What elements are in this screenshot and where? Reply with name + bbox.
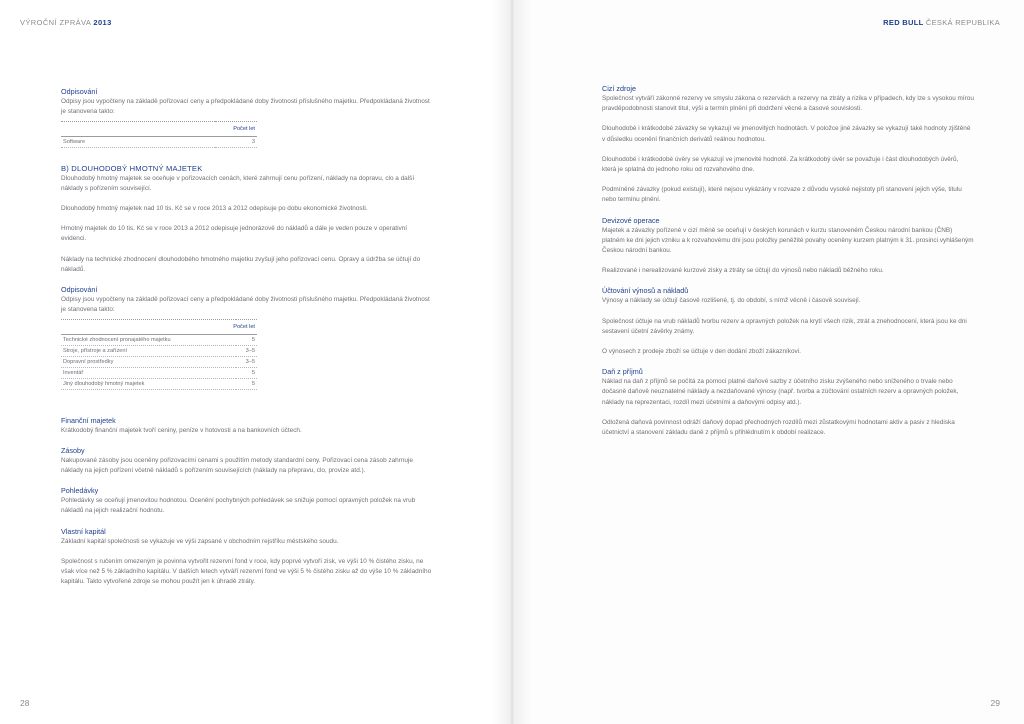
depreciation-table bbox=[61, 319, 257, 389]
report-title: VÝROČNÍ ZPRÁVA bbox=[20, 18, 91, 27]
left-column bbox=[61, 87, 433, 587]
paragraph: Realizované i nerealizované kurzové zisky a ztráty se účtují do výnosů nebo nákladů běžného roku. bbox=[602, 267, 884, 275]
paragraph: Společnost vytváří zákonné rezervy ve smyslu zákona o rezervách a rezervy na ztráty a rizika v případech, kdy lze s vysokou mírou pravděpodobnosti stanovit titul, výši a termín plnění při dodržení věcné a časové souvislosti. bbox=[602, 95, 974, 113]
section-title: Odpisování bbox=[61, 87, 98, 96]
table-cell-label: Stroje, přístroje a zařízení bbox=[61, 345, 236, 356]
table-cell-label: Software bbox=[61, 136, 215, 147]
paragraph: Dlouhodobé i krátkodobé úvěry se vykazují ve jmenovité hodnotě. Za krátkodobý úvěr se považuje i část dlouhodobých úvěrů, která je splatná do jednoho roku od rozvahového dne. bbox=[602, 155, 959, 174]
table-cell-value: 5 bbox=[236, 334, 257, 345]
right-page bbox=[512, 0, 1024, 724]
table-cell-value: 5 bbox=[236, 367, 257, 378]
paragraph: Dlouhodobý hmotný majetek nad 10 tis. Kč se v roce 2013 a 2012 odepisuje po dobu ekonomické životnosti. bbox=[61, 205, 368, 213]
paragraph: Podmíněné závazky (pokud existují), které nejsou vykázány v rozvaze z důvodu vysoké nejistoty při stanovení jejich výše, titulu nebo termínu plnění. bbox=[602, 186, 962, 204]
paragraph: Nakupované zásoby jsou oceněny pořizovacími cenami s použitím metody standardní ceny. Pořizovací cena zásob zahrnuje náklady na jejich pořízení včetně nákladů s pořízením souvisejících (náklady na přepravu, clo, provize atd.). bbox=[61, 456, 413, 475]
report-year: 2013 bbox=[93, 18, 112, 27]
paragraph: Společnost účtuje na vrub nákladů tvorbu rezerv a opravných položek na krytí všech rizik, ztrát a znehodnocení, která jsou ke dni sestavení účetní závěrky známy. bbox=[602, 317, 967, 335]
section-title: Odpisování bbox=[61, 285, 98, 295]
paragraph: Odpisy jsou vypočteny na základě pořizovací ceny a předpokládané doby životnosti příslušného majetku. Předpokládaná životnost je stanovena takto: bbox=[61, 296, 430, 314]
table-row bbox=[61, 136, 257, 147]
table-row bbox=[61, 345, 257, 356]
report-header bbox=[20, 18, 112, 27]
table-cell-value: 3 bbox=[215, 136, 257, 147]
paragraph: Společnost s ručením omezeným je povinna vytvořit rezervní fond v roce, kdy poprvé vytvoří zisk, ve výši 10 % čistého zisku, ne však více než 5 % základního kapitálu. V dalších letech vytváří rezervní fond ve výši 5 % čistého zisku až do výše 10 % základního kapitálu. Takto vytvořené zdroje se mohou použít jen k úhradě ztráty. bbox=[61, 557, 432, 586]
paragraph: Náklady na technické zhodnocení dlouhodobého hmotného majetku zvyšují jeho pořizovací cenu. Opravy a údržba se účtují do nákladů. bbox=[61, 255, 421, 273]
page-number-left: 28 bbox=[20, 698, 30, 708]
table-row bbox=[61, 356, 257, 367]
table-row bbox=[61, 334, 257, 345]
paragraph: Dlouhodobý hmotný majetek se oceňuje v pořizovacích cenách, které zahrnují cenu pořízení, náklady na dopravu, clo a další náklady s pořízením související. bbox=[61, 174, 415, 192]
section-title: Daň z příjmů bbox=[602, 367, 643, 377]
paragraph: Výnosy a náklady se účtují časově rozlišené, tj. do období, s nímž věcně i časově souvisejí. bbox=[602, 297, 861, 305]
paragraph: Krátkodobý finanční majetek tvoří ceniny, peníze v hotovosti a na bankovních účtech. bbox=[61, 426, 302, 434]
table-cell-label: Inventář bbox=[61, 367, 236, 378]
table-header: Počet let bbox=[61, 320, 257, 334]
section-heading: B) DLOUHODOBÝ HMOTNÝ MAJETEK bbox=[61, 163, 203, 173]
page-number-right: 29 bbox=[990, 698, 1000, 708]
table-cell-value: 3–5 bbox=[236, 345, 257, 356]
table-cell-label: Technické zhodnocení pronajatého majetku bbox=[61, 334, 236, 345]
brand-country: ČESKÁ REPUBLIKA bbox=[925, 18, 1000, 27]
paragraph: Základní kapitál společnosti se vykazuje ve výši zapsané v obchodním rejstříku městského soudu. bbox=[61, 537, 339, 545]
table-header: Počet let bbox=[61, 122, 257, 136]
paragraph: Majetek a závazky pořízené v cizí měně se oceňují v českých korunách v kurzu stanoveném Českou národní bankou (ČNB) platném ke dni jejich vzniku a k rozvahovému dni jsou položky peněžité povahy oceněny kurzem platným k 31. prosinci vyhlášeným Českou národní bankou. bbox=[602, 226, 974, 255]
depreciation-table bbox=[61, 121, 257, 147]
table-cell-label: Jiný dlouhodobý hmotný majetek bbox=[61, 378, 236, 389]
paragraph: Hmotný majetek do 10 tis. Kč se v roce 2013 a 2012 odepisuje jednorázově do nákladů a dále je veden pouze v operativní evidenci. bbox=[61, 225, 408, 243]
section-title: Vlastní kapitál bbox=[61, 526, 106, 536]
brand-header bbox=[883, 18, 1000, 27]
table-cell-label: Dopravní prostředky bbox=[61, 356, 236, 367]
section-title: Devizové operace bbox=[602, 215, 660, 225]
paragraph: Pohledávky se oceňují jmenovitou hodnotou. Ocenění pochybných pohledávek se snižuje pomocí opravných položek na vrub nákladů na jejich realizační hodnotu. bbox=[61, 497, 416, 515]
section-title: Účtování výnosů a nákladů bbox=[602, 286, 689, 296]
section-title: Finanční majetek bbox=[61, 415, 116, 425]
paragraph: Odložená daňová povinnost odráží daňový dopad přechodných rozdílů mezi zůstatkovými hodnotami aktiv a pasiv z hlediska účetnictví a stanovení základu daně z příjmů s přihlédnutím k období realizace. bbox=[602, 418, 955, 437]
table-cell-value: 3–5 bbox=[236, 356, 257, 367]
table-cell-value: 5 bbox=[236, 378, 257, 389]
paragraph: Dlouhodobé i krátkodobé závazky se vykazují ve jmenovitých hodnotách. V položce jiné závazky se vykazují také hodnoty zjištěné v důsledku ocenění finančních derivátů reálnou hodnotou. bbox=[602, 125, 971, 143]
right-column bbox=[602, 84, 974, 438]
table-row bbox=[61, 367, 257, 378]
table-row bbox=[61, 378, 257, 389]
paragraph: O výnosech z prodeje zboží se účtuje v den dodání zboží zákazníkovi. bbox=[602, 348, 801, 356]
brand-name: RED BULL bbox=[883, 18, 924, 27]
paragraph: Náklad na daň z příjmů se počítá za pomoci platné daňové sazby z účetního zisku zvýšeného nebo sníženého o trvale nebo dočasně daňově neuznatelné náklady a nezdaňované výnosy (např. tvorba a zúčtování ostatních rezerv a opravných položek, náklady na reprezentaci, rozdíl mezi účetními a daňovými odpisy atd.). bbox=[602, 378, 959, 406]
section-title: Pohledávky bbox=[61, 486, 99, 496]
paragraph: Odpisy jsou vypočteny na základě pořizovací ceny a předpokládané doby životnosti příslušného majetku. Předpokládaná životnost je stanovena takto: bbox=[61, 98, 430, 116]
section-title: Zásoby bbox=[61, 445, 85, 455]
section-title: Cizí zdroje bbox=[602, 84, 636, 93]
